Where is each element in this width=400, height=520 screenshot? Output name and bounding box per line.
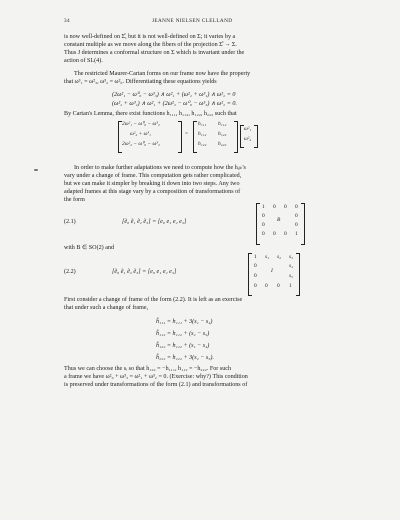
- display-equation: h̃₁₁₂ = h₁₁₂ + (s₂ − s₅): [156, 331, 210, 337]
- equation-number: (2.2): [64, 269, 76, 275]
- paragraph-line: that under such a change of frame,: [64, 305, 149, 311]
- right-bracket: [254, 125, 258, 148]
- matrix-entry: h₁₁₂: [198, 131, 207, 137]
- matrix-entry: 2ω²₁ − ω⁰₀ − ω³₃: [122, 121, 160, 127]
- matrix-entry: 1: [254, 254, 257, 260]
- display-equation: h̃₁₁₁ = h₁₁₁ + 3(s₁ − s₄): [156, 319, 213, 325]
- paragraph-line: a frame we have ω²₀ + ω³₃ = ω²₁ + ω³₂ = 0. (Exercise: why?) This condition: [64, 374, 248, 380]
- paragraph-line: the form: [64, 197, 85, 203]
- paragraph-line: but we can make it simpler by breaking it down into two steps. Any two: [64, 181, 240, 187]
- matrix-entry: 0: [254, 263, 257, 269]
- running-title: JEANNE NIELSEN CLELLAND: [152, 18, 233, 24]
- matrix-entry: h₁₁₂: [218, 121, 227, 127]
- page-number: 34: [64, 18, 70, 24]
- matrix-entry: 0: [262, 213, 265, 219]
- stray-mark: [34, 169, 38, 171]
- matrix-entry: 0: [295, 204, 298, 210]
- matrix-entry: 0: [284, 231, 287, 237]
- equals-sign: =: [185, 131, 189, 137]
- matrix-entry: h₁₂₂: [218, 131, 227, 137]
- matrix-entry: 2ω²₂ − ω⁰₀ − ω³₃: [122, 141, 160, 147]
- matrix-entry: 0: [262, 231, 265, 237]
- matrix-entry: s₃: [289, 254, 293, 260]
- right-bracket: [234, 121, 238, 153]
- matrix-entry: 0: [262, 222, 265, 228]
- display-equation: (ω²₂ + ω³₁) ∧ ω²₁ + (2ω²₂ − ω⁰₀ − ω³₃) ∧ ω²₂ = 0.: [112, 101, 237, 107]
- matrix-entry: s₁: [265, 254, 269, 260]
- paragraph-line: is now well-defined on Σ̂, but it is not well-defined on Σ; it varies by a: [64, 34, 236, 40]
- matrix-entry: 0: [295, 222, 298, 228]
- frame-product: [ẽ₀ ẽ₁ ẽ₂ ẽ₃] = [e₀ e₁ e₂ e₃]: [112, 269, 177, 275]
- matrix-entry: s₄: [289, 263, 293, 269]
- paragraph-line: that ω³₁ = ω²₃, ω³₂ = ω²₀. Differentiating these equations yields: [64, 79, 217, 85]
- paragraph-line: is preserved under transformations of the form (2.1) and transformations of: [64, 382, 248, 388]
- matrix-entry: h₁₂₂: [198, 141, 207, 147]
- matrix-entry: 1: [295, 231, 298, 237]
- matrix-entry: 0: [295, 213, 298, 219]
- matrix-block-I: I: [271, 268, 273, 274]
- matrix-block-B: B: [277, 217, 281, 223]
- paragraph-line: First consider a change of frame of the form (2.2). It is left as an exercise: [64, 297, 243, 303]
- matrix-entry: 0: [277, 283, 280, 289]
- frame-product: [ẽ₀ ẽ₁ ẽ₂ ẽ₃] = [e₀ e₁ e₂ e₃]: [122, 219, 187, 225]
- right-bracket: [296, 253, 300, 296]
- left-bracket: [256, 203, 260, 245]
- left-bracket: [248, 253, 252, 296]
- left-bracket: [193, 121, 197, 153]
- matrix-entry: 0: [265, 283, 268, 289]
- paragraph-line: action of SL(4).: [64, 58, 103, 64]
- paragraph-line: The restricted Maurer-Cartan forms on our frame now have the property: [74, 71, 251, 77]
- paragraph-line: Thus we can choose the sᵢ so that h₁₂₂ = −h₁₁₁, h₁₁₂ = −h₂₂₂. For such: [64, 366, 232, 372]
- matrix-entry: 1: [262, 204, 265, 210]
- display-equation: h̃₂₂₂ = h₂₂₂ + 3(s₂ − s₅).: [156, 355, 214, 361]
- right-bracket: [301, 203, 305, 245]
- matrix-entry: 0: [254, 273, 257, 279]
- matrix-entry: ω²₂ + ω³₁: [130, 131, 151, 137]
- matrix-entry: ω²₂: [244, 136, 252, 142]
- paragraph-line: adapted frames at this stage vary by a composition of transformations of: [64, 189, 241, 195]
- display-equation: (2ω²₁ − ω⁰₀ − ω³₃) ∧ ω²₁ + (ω²₂ + ω³₁) ∧ ω²₂ = 0: [112, 92, 236, 98]
- matrix-entry: s₅: [289, 273, 293, 279]
- matrix-entry: s₂: [277, 254, 281, 260]
- paragraph-line: with B ∈ SO(2) and: [64, 245, 114, 251]
- matrix-entry: 0: [273, 231, 276, 237]
- matrix-entry: 1: [289, 283, 292, 289]
- right-bracket: [178, 121, 182, 153]
- equation-number: (2.1): [64, 219, 76, 225]
- matrix-entry: 0: [284, 204, 287, 210]
- matrix-entry: h₁₁₁: [198, 121, 207, 127]
- paragraph-line: By Cartan's Lemma, there exist functions h₁₁₁, h₁₁₂, h₁₂₂, h₂₂₂ such that: [64, 111, 237, 117]
- matrix-entry: 0: [254, 283, 257, 289]
- paragraph-line: vary under a change of frame. This computation gets rather complicated,: [64, 173, 242, 179]
- paragraph-line: constant multiple as we move along the fibers of the projection Σ̂ → Σ.: [64, 42, 237, 48]
- display-equation: h̃₁₂₂ = h₁₂₂ + (s₁ − s₄): [156, 343, 210, 349]
- matrix-entry: ω²₁: [244, 126, 252, 132]
- paragraph-line: In order to make further adaptations we need to compute how the hᵢⱼₖ's: [74, 165, 246, 171]
- matrix-entry: 0: [273, 204, 276, 210]
- paragraph-line: Thus J determines a conformal structure on Σ which is invariant under the: [64, 50, 245, 56]
- matrix-entry: h₂₂₂: [218, 141, 227, 147]
